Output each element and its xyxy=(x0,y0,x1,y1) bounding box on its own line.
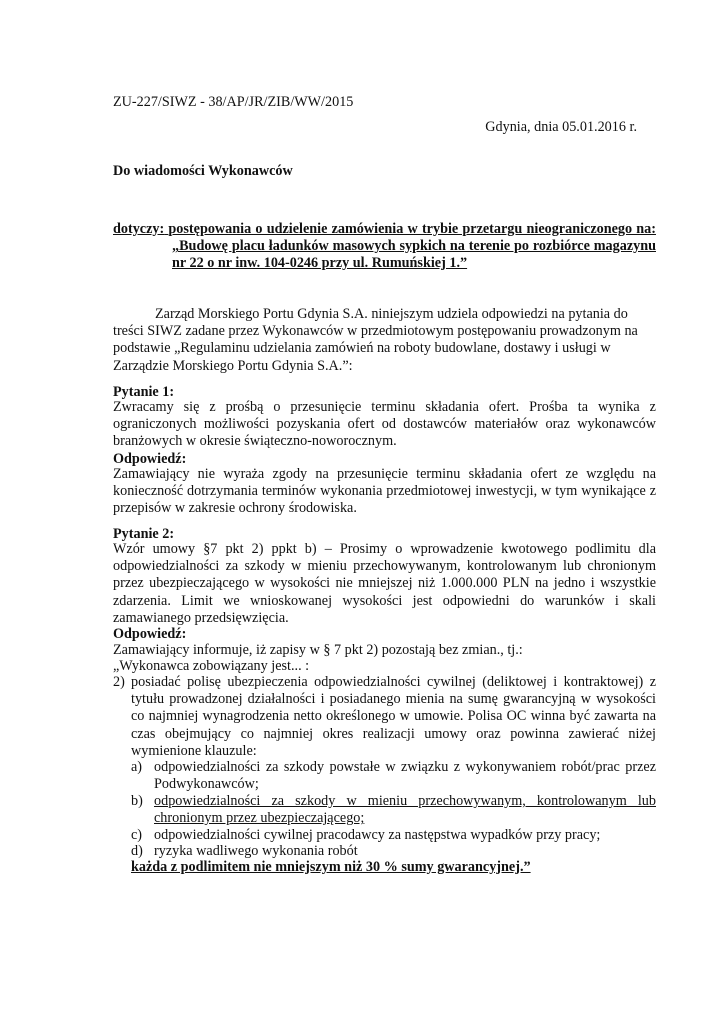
clause-a-label: a) xyxy=(131,759,143,775)
subject xyxy=(113,221,656,273)
intro-paragraph: Zarząd Morskiego Portu Gdynia S.A. niniejszym udziela odpowiedzi na pytania do treści SIWZ zadane przez Wykonawców w przedmiotowym postępowaniu prowadzonym na podstawie „Regulaminu udzielania zamówień na roboty budowlane, dostawy i usługi w Zarządzie Morskiego Portu Gdynia S.A.”: xyxy=(113,306,638,374)
q1-answer-heading: Odpowiedź: xyxy=(113,451,187,467)
subject-label: dotyczy: xyxy=(113,221,165,237)
q2-question: Wzór umowy §7 pkt 2) ppkt b) – Prosimy o wprowadzenie kwotowego podlimitu dla odpowiedzialności za szkody w mieniu przechowywanym, kontrolowanym lub chronionym przez ubezpieczającego w wysokości nie mniejszej niż 1.000.000 PLN na jedno i wszystkie zdarzenia. Limit we wnioskowanej wysokości jest odpowiedni do warunków i skali zamawianego przedsięwzięcia. xyxy=(113,541,656,626)
clause-d-text: ryzyka wadliwego wykonania robót xyxy=(154,843,358,859)
q2-answer-line2: „Wykonawca zobowiązany jest... : xyxy=(113,658,310,674)
place-date: Gdynia, dnia 05.01.2016 r. xyxy=(485,119,637,135)
reference-number: ZU-227/SIWZ - 38/AP/JR/ZIB/WW/2015 xyxy=(113,94,354,110)
q1-question: Zwracamy się z prośbą o przesunięcie terminu składania ofert. Prośba ta wynika z ograniczonych możliwości pozyskania ofert od dostawców materiałów oraz wykonawców branżowych w okresie świąteczno-noworocznym. xyxy=(113,399,656,450)
q2-answer-line1: Zamawiający informuje, iż zapisy w § 7 pkt 2) pozostają bez zmian., tj.: xyxy=(113,642,523,658)
point-2-number: 2) xyxy=(113,674,125,690)
clause-d-label: d) xyxy=(131,843,143,859)
clause-b-label: b) xyxy=(131,793,143,809)
q2-heading: Pytanie 2: xyxy=(113,526,175,542)
point-2-text: posiadać polisę ubezpieczenia odpowiedzialności cywilnej (deliktowej i kontraktowej) z tytułu prowadzonej działalności i posiadanego mienia na sumę gwarancyjną w wysokości co najmniej wynagrodzenia netto określonego w umowie. Polisa OC winna być zawarta na czas obejmujący co najmniej okres realizacji umowy oraz powinna zawierać niżej wymienione klauzule: xyxy=(131,674,656,759)
subject-text: postępowania o udzielenie zamówienia w trybie przetargu nieograniczonego na: „Budowę placu ładunków masowych sypkich na terenie po rozbiórce magazynu nr 22 o nr inw. 104-0246 przy ul. Rumuńskiej 1.” xyxy=(168,221,656,272)
clause-b-text: odpowiedzialności za szkody w mieniu przechowywanym, kontrolowanym lub chronionym przez ubezpieczającego; xyxy=(154,793,656,827)
clause-c-label: c) xyxy=(131,827,143,843)
q1-heading: Pytanie 1: xyxy=(113,384,175,400)
clause-a-text: odpowiedzialności za szkody powstałe w związku z wykonywaniem robót/prac przez Podwykonawców; xyxy=(154,759,656,793)
q2-answer-heading: Odpowiedź: xyxy=(113,626,187,642)
addressee: Do wiadomości Wykonawców xyxy=(113,163,293,179)
clause-c-text: odpowiedzialności cywilnej pracodawcy za następstwa wypadków przy pracy; xyxy=(154,827,601,843)
closing-statement: każda z podlimitem nie mniejszym niż 30 % sumy gwarancyjnej.” xyxy=(131,859,531,875)
q1-answer: Zamawiający nie wyraża zgody na przesunięcie terminu składania ofert ze względu na konieczność dotrzymania terminów wykonania przedmiotowej inwestycji, w tym wynikające z przepisów w zakresie ochrony środowiska. xyxy=(113,466,656,517)
